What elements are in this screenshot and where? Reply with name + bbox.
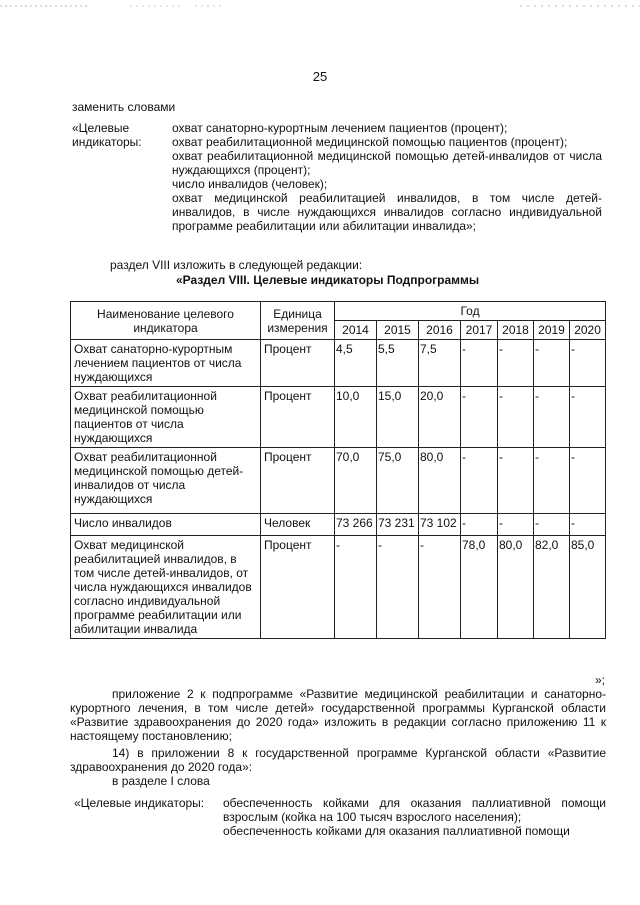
table-header-row xyxy=(71,302,606,321)
value-cell: 4,5 xyxy=(335,340,377,387)
value-cell: - xyxy=(461,448,498,514)
value-cell: 75,0 xyxy=(377,448,419,514)
header-year: Год xyxy=(335,302,606,321)
row-unit: Процент xyxy=(261,536,335,639)
value-cell: - xyxy=(335,536,377,639)
indicators-label-line1: «Целевые xyxy=(72,121,130,135)
value-cell: - xyxy=(534,387,570,448)
value-cell: 73 231 xyxy=(377,514,419,536)
indicator-item: охват реабилитационной медицинской помощью пациентов (процент); xyxy=(172,135,568,149)
indicator-item: охват реабилитационной медицинской помощью детей-инвалидов от числа нуждающихся (процент); xyxy=(172,149,602,177)
year-cell: 2019 xyxy=(534,321,570,340)
value-cell: - xyxy=(534,514,570,536)
value-cell: - xyxy=(461,340,498,387)
table-row xyxy=(71,340,606,387)
value-cell: - xyxy=(461,387,498,448)
indicator2-item: обеспеченность койками для оказания паллиативной помощи взрослым (койка на 100 тысяч взрослого населения); xyxy=(223,796,606,824)
row-unit: Процент xyxy=(261,448,335,514)
value-cell: - xyxy=(570,514,606,536)
row-unit: Человек xyxy=(261,514,335,536)
value-cell: - xyxy=(461,514,498,536)
section-title: «Раздел VIII. Целевые индикаторы Подпрограммы xyxy=(176,273,480,287)
value-cell: - xyxy=(498,340,534,387)
value-cell: 73 102 xyxy=(419,514,461,536)
year-cell: 2015 xyxy=(377,321,419,340)
section-intro: раздел VIII изложить в следующей редакции: xyxy=(110,258,363,272)
row-name: Охват реабилитационной медицинской помощью пациентов от числа нуждающихся xyxy=(71,387,261,448)
value-cell: - xyxy=(377,536,419,639)
value-cell: - xyxy=(498,514,534,536)
indicators-label xyxy=(72,121,172,149)
value-cell: 10,0 xyxy=(335,387,377,448)
scan-artifact-dots xyxy=(0,4,640,8)
indicator-item: охват санаторно-курортным лечением пациентов (процент); xyxy=(172,121,508,135)
year-cell: 2016 xyxy=(419,321,461,340)
row-unit: Процент xyxy=(261,387,335,448)
value-cell: 7,5 xyxy=(419,340,461,387)
value-cell: 15,0 xyxy=(377,387,419,448)
closing-quote: »; xyxy=(595,673,606,687)
value-cell: 73 266 xyxy=(335,514,377,536)
indicators2-label: «Целевые индикаторы: xyxy=(74,796,205,810)
year-cell: 2017 xyxy=(461,321,498,340)
indicators-label-line2: индикаторы: xyxy=(72,135,142,149)
indicator-item: число инвалидов (человек); xyxy=(172,177,328,191)
value-cell: - xyxy=(534,448,570,514)
intro-text: заменить словами xyxy=(72,100,176,114)
row-name: Охват санаторно-курортным лечением пациентов от числа нуждающихся xyxy=(71,340,261,387)
header-unit: Единица измерения xyxy=(261,302,335,340)
row-name: Число инвалидов xyxy=(71,514,261,536)
table-row xyxy=(71,448,606,514)
row-unit: Процент xyxy=(261,340,335,387)
value-cell: - xyxy=(419,536,461,639)
value-cell: - xyxy=(570,387,606,448)
table-row xyxy=(71,514,606,536)
paragraph-section1: в разделе I слова xyxy=(112,774,210,788)
header-indicator: Наименование целевого индикатора xyxy=(71,302,261,340)
row-name: Охват реабилитационной медицинской помощью детей-инвалидов от числа нуждающихся xyxy=(71,448,261,514)
indicators-list xyxy=(172,121,602,233)
page-number: 25 xyxy=(312,69,328,84)
indicator-item: охват медицинской реабилитацией инвалидов, в том числе детей-инвалидов, в числе нуждающихся инвалидов согласно индивидуальной программе реабилитации или абилитации инвалида»; xyxy=(172,191,602,233)
value-cell: - xyxy=(498,387,534,448)
indicators2-list xyxy=(223,796,606,838)
paragraph-appendix: приложение 2 к подпрограмме «Развитие медицинской реабилитации и санаторно-курортного лечения, в том числе детей» государственной программы Курганской области «Развитие здравоохранения до 2020 года» изложить в редакции согласно приложению 11 к настоящему постановлению; xyxy=(70,687,606,743)
value-cell: 5,5 xyxy=(377,340,419,387)
value-cell: 70,0 xyxy=(335,448,377,514)
value-cell: - xyxy=(570,448,606,514)
value-cell: 80,0 xyxy=(498,536,534,639)
year-cell: 2020 xyxy=(570,321,606,340)
value-cell: 80,0 xyxy=(419,448,461,514)
value-cell: - xyxy=(498,448,534,514)
row-name: Охват медицинской реабилитацией инвалидов, в том числе детей-инвалидов, от числа нуждающихся инвалидов согласно индивидуальной программе реабилитации или абилитации инвалида xyxy=(71,536,261,639)
year-cell: 2018 xyxy=(498,321,534,340)
value-cell: 85,0 xyxy=(570,536,606,639)
value-cell: - xyxy=(570,340,606,387)
value-cell: 20,0 xyxy=(419,387,461,448)
year-cell: 2014 xyxy=(335,321,377,340)
table-row xyxy=(71,387,606,448)
paragraph-14: 14) в приложении 8 к государственной программе Курганской области «Развитие здравоохранения до 2020 года»: xyxy=(70,746,606,774)
table-row xyxy=(71,536,606,639)
indicator2-item: обеспеченность койками для оказания паллиативной помощи xyxy=(223,824,570,838)
indicators-table xyxy=(70,301,606,639)
value-cell: - xyxy=(534,340,570,387)
value-cell: 78,0 xyxy=(461,536,498,639)
value-cell: 82,0 xyxy=(534,536,570,639)
